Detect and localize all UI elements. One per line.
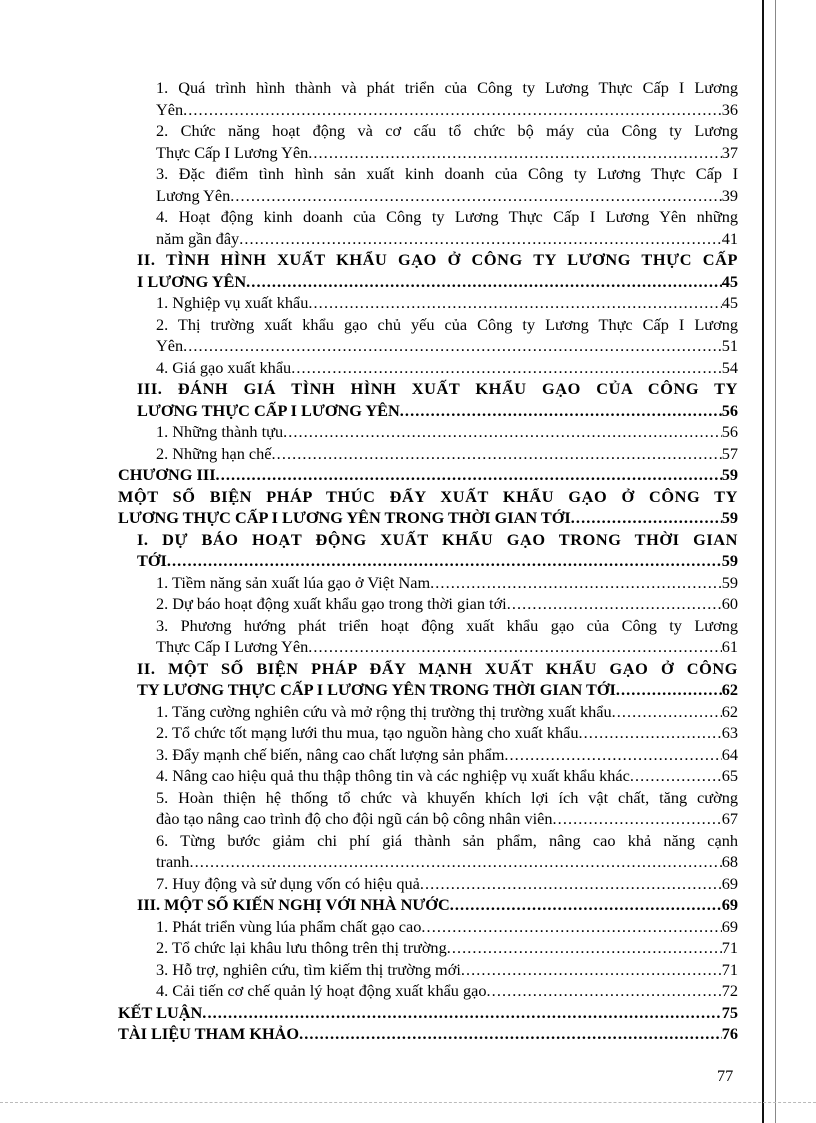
toc-entry[interactable]	[118, 959, 738, 981]
toc-entry-title: tranh	[156, 852, 190, 871]
dot-leader	[308, 142, 721, 164]
toc-page-number: 61	[721, 637, 738, 656]
toc-entry-title: LƯƠNG THỰC CẤP I LƯƠNG YÊN	[137, 400, 400, 420]
toc-entry-title: 3. Hỗ trợ, nghiên cứu, tìm kiếm thị trường mới	[156, 959, 461, 979]
toc-page-number: 76	[721, 1024, 738, 1043]
toc-entry[interactable]	[118, 572, 738, 594]
toc-entry-title: KẾT LUẬN	[118, 1002, 203, 1022]
dot-leader	[421, 916, 721, 938]
dot-leader	[308, 636, 721, 658]
toc-entry-title: LƯƠNG THỰC CẤP I LƯƠNG YÊN TRONG THỜI GIAN TỚI	[118, 508, 571, 527]
dot-leader	[420, 873, 722, 895]
toc-page-number: 60	[721, 594, 738, 613]
toc-entry-title: 3. Đẩy mạnh chế biến, nâng cao chất lượng sản phẩm	[156, 744, 505, 764]
toc-entry-title-line: 4. Hoạt động kinh doanh của Công ty Lương Thực Cấp I Lương Yên những	[156, 207, 738, 226]
toc-page-number: 59	[721, 465, 738, 484]
toc-entry-leader-row	[156, 421, 738, 443]
toc-entry[interactable]	[118, 980, 738, 1002]
toc-entry[interactable]	[118, 529, 738, 572]
dot-leader	[487, 980, 722, 1002]
toc-entry[interactable]	[118, 765, 738, 787]
toc-entry-leader-row	[156, 636, 738, 658]
toc-entry-leader-row	[156, 980, 738, 1002]
toc-entry[interactable]	[118, 658, 738, 701]
toc-page-number: 62	[721, 680, 738, 699]
toc-page-number: 39	[721, 185, 738, 205]
toc-entry-title-line: II. MỘT SỐ BIỆN PHÁP ĐẨY MẠNH XUẤT KHẨU GẠO Ở CÔNG	[137, 658, 738, 678]
dot-leader	[216, 464, 722, 486]
toc-page-number: 75	[721, 1002, 738, 1022]
dot-leader	[283, 421, 722, 443]
toc-entry-title-line: MỘT SỐ BIỆN PHÁP THÚC ĐẨY XUẤT KHẨU GẠO Ở CÔNG TY	[118, 486, 738, 506]
toc-entry-title: 2. Tổ chức tốt mạng lưới thu mua, tạo nguồn hàng cho xuất khẩu	[156, 723, 579, 742]
toc-entry-leader-row	[156, 765, 738, 787]
toc-entry[interactable]	[118, 421, 738, 443]
dot-leader	[507, 593, 722, 615]
toc-entry[interactable]	[118, 916, 738, 938]
toc-entry-title: CHƯƠNG III	[118, 465, 216, 484]
toc-entry[interactable]	[118, 1023, 738, 1045]
toc-entry-leader-row	[156, 335, 738, 357]
toc-page-number: 59	[721, 508, 738, 527]
toc-page-number: 71	[721, 959, 738, 979]
dot-leader	[291, 357, 722, 379]
toc-page-number: 36	[721, 99, 738, 119]
toc-entry-title: 2. Những hạn chế	[156, 443, 272, 463]
toc-entry-leader-row	[156, 142, 738, 164]
dot-leader	[400, 400, 722, 422]
toc-entry-title: III. MỘT SỐ KIẾN NGHỊ VỚI NHÀ NƯỚC	[137, 895, 450, 914]
toc-page-number: 37	[721, 142, 738, 162]
dot-leader	[167, 550, 722, 572]
dot-leader	[202, 1002, 721, 1024]
toc-entry-leader-row	[156, 228, 738, 250]
toc-page-number: 64	[721, 744, 738, 764]
toc-entry-title: 1. Tiềm năng sản xuất lúa gạo ở Việt Nam	[156, 572, 431, 592]
toc-entry-title: 2. Dự báo hoạt động xuất khẩu gạo trong thời gian tới	[156, 594, 507, 613]
dot-leader	[272, 443, 722, 465]
toc-entry-title-line: 6. Từng bước giảm chi phí giá thành sản phẩm, nâng cao khả năng cạnh	[156, 830, 738, 850]
toc-page-number: 71	[721, 938, 738, 957]
toc-entry-title: 1. Nghiệp vụ xuất khẩu	[156, 293, 309, 312]
toc-entry-title: Yên	[156, 99, 184, 119]
toc-entry[interactable]	[118, 120, 738, 163]
toc-entry-leader-row	[156, 959, 738, 981]
dot-leader	[630, 765, 722, 787]
table-of-contents	[118, 77, 738, 1045]
toc-entry-leader-row	[156, 808, 738, 830]
dot-leader	[447, 937, 722, 959]
dot-leader	[246, 271, 722, 293]
toc-entry[interactable]	[118, 378, 738, 421]
toc-entry-title-line: 3. Phương hướng phát triển hoạt động xuất khẩu gạo của Công ty Lương	[156, 615, 738, 635]
toc-entry-title: 1. Tăng cường nghiên cứu và mở rộng thị trường thị trường xuất khẩu	[156, 701, 612, 721]
toc-entry[interactable]	[118, 464, 738, 486]
toc-entry[interactable]	[118, 314, 738, 357]
dot-leader	[504, 744, 721, 766]
toc-entry-leader-row	[156, 572, 738, 594]
toc-page-number: 41	[721, 228, 738, 248]
dot-leader	[461, 959, 722, 981]
toc-entry-title: Thực Cấp I Lương Yên	[156, 637, 309, 656]
toc-entry-leader-row	[118, 507, 738, 529]
dot-leader	[183, 99, 722, 121]
toc-entry[interactable]	[118, 593, 738, 615]
dot-leader	[189, 851, 721, 873]
toc-entry[interactable]	[118, 615, 738, 658]
toc-entry-leader-row	[156, 744, 738, 766]
dot-leader	[183, 335, 722, 357]
toc-entry[interactable]	[118, 486, 738, 529]
dot-leader	[612, 701, 722, 723]
toc-entry-title: 4. Cải tiến cơ chế quản lý hoạt động xuất khẩu gạo	[156, 981, 487, 1000]
page-number: 77	[717, 1066, 734, 1085]
toc-entry[interactable]	[118, 249, 738, 292]
toc-page-number: 69	[721, 873, 738, 893]
toc-entry-leader-row	[137, 894, 738, 916]
dot-leader	[450, 894, 722, 916]
toc-entry-title: năm gần đây	[156, 228, 240, 248]
toc-page-number: 63	[721, 723, 738, 742]
toc-entry-title-line: 2. Chức năng hoạt động và cơ cấu tổ chức bộ máy của Công ty Lương	[156, 121, 738, 140]
dot-leader	[239, 228, 722, 250]
toc-page-number: 56	[721, 422, 738, 441]
toc-entry-title: TY LƯƠNG THỰC CẤP I LƯƠNG YÊN TRONG THỜI GIAN TỚI	[137, 680, 616, 699]
dot-leader	[299, 1023, 722, 1045]
toc-entry-leader-row	[137, 271, 738, 293]
toc-entry[interactable]	[118, 357, 738, 379]
toc-entry-leader-row	[137, 679, 738, 701]
toc-page-number: 69	[721, 916, 738, 936]
toc-page-number: 65	[721, 766, 738, 785]
toc-entry[interactable]	[118, 744, 738, 766]
toc-page-number: 72	[721, 981, 738, 1000]
toc-page-number: 59	[721, 551, 738, 570]
dot-leader	[571, 507, 722, 529]
toc-entry-leader-row	[156, 593, 738, 615]
toc-entry-leader-row	[118, 1002, 738, 1024]
toc-entry-title: 4. Giá gạo xuất khẩu	[156, 357, 292, 377]
toc-entry[interactable]	[118, 1002, 738, 1024]
toc-page-number: 67	[721, 809, 738, 828]
toc-page-number: 69	[721, 895, 738, 914]
toc-entry[interactable]	[118, 701, 738, 723]
toc-entry-title-line: III. ĐÁNH GIÁ TÌNH HÌNH XUẤT KHẨU GẠO CỦA CÔNG TY	[137, 379, 738, 398]
toc-entry-leader-row	[156, 357, 738, 379]
toc-entry-title: 4. Nâng cao hiệu quả thu thập thông tin và các nghiệp vụ xuất khẩu khác	[156, 766, 630, 785]
toc-page-number: 51	[721, 336, 738, 355]
toc-entry-title: Lương Yên	[156, 185, 231, 205]
toc-entry[interactable]	[118, 830, 738, 873]
toc-page-number: 62	[721, 701, 738, 721]
toc-page-number: 45	[721, 271, 738, 291]
toc-entry[interactable]	[118, 873, 738, 895]
toc-entry-title-line: 3. Đặc điểm tình hình sản xuất kinh doanh của Công ty Lương Thực Cấp I	[156, 164, 738, 183]
toc-entry-title: TÀI LIỆU THAM KHẢO	[118, 1024, 300, 1043]
toc-entry-title: 7. Huy động và sử dụng vốn có hiệu quả	[156, 873, 420, 893]
toc-entry[interactable]	[118, 163, 738, 206]
dot-leader	[553, 808, 722, 830]
dot-leader	[616, 679, 722, 701]
toc-page-number: 68	[721, 852, 738, 871]
toc-entry-leader-row	[156, 701, 738, 723]
toc-entry-title: Thực Cấp I Lương Yên	[156, 142, 309, 162]
toc-entry-leader-row	[156, 292, 738, 314]
toc-entry-title-line: 1. Quá trình hình thành và phát triển của Công ty Lương Thực Cấp I Lương	[156, 78, 738, 97]
toc-entry[interactable]	[118, 443, 738, 465]
toc-entry-leader-row	[156, 916, 738, 938]
dot-leader	[579, 722, 722, 744]
toc-entry-title: TỚI	[137, 551, 167, 570]
toc-entry-title: I LƯƠNG YÊN	[137, 271, 247, 291]
toc-entry-title: 1. Phát triển vùng lúa phẩm chất gạo cao	[156, 916, 422, 936]
toc-page-number: 45	[721, 293, 738, 312]
toc-entry[interactable]	[118, 77, 738, 120]
toc-entry-leader-row	[156, 443, 738, 465]
toc-entry-title-line: II. TÌNH HÌNH XUẤT KHẨU GẠO Ở CÔNG TY LƯƠNG THỰC CẤP	[137, 250, 738, 269]
toc-entry-leader-row	[156, 99, 738, 121]
toc-entry-title-line: 5. Hoàn thiện hệ thống tổ chức và khuyến khích lợi ích vật chất, tăng cường	[156, 787, 738, 807]
dot-leader	[308, 292, 721, 314]
toc-entry-leader-row	[137, 550, 738, 572]
dot-leader	[430, 572, 722, 594]
toc-entry-leader-row	[118, 1023, 738, 1045]
toc-entry[interactable]	[118, 937, 738, 959]
toc-entry-title-line: I. DỰ BÁO HOẠT ĐỘNG XUẤT KHẨU GẠO TRONG THỜI GIAN	[137, 529, 738, 549]
toc-entry[interactable]	[118, 894, 738, 916]
toc-entry-title: đào tạo nâng cao trình độ cho đội ngũ cán bộ công nhân viên	[156, 809, 553, 828]
page-edge-border	[762, 0, 776, 1123]
toc-entry-leader-row	[156, 851, 738, 873]
toc-entry[interactable]	[118, 292, 738, 314]
toc-page-number: 56	[721, 400, 738, 420]
toc-entry-title: Yên	[156, 336, 184, 355]
toc-entry-leader-row	[156, 937, 738, 959]
toc-page-number: 59	[721, 572, 738, 592]
toc-page-number: 54	[721, 357, 738, 377]
toc-entry-leader-row	[156, 185, 738, 207]
toc-entry-title-line: 2. Thị trường xuất khẩu gạo chủ yếu của Công ty Lương Thực Cấp I Lương	[156, 314, 738, 334]
toc-entry-leader-row	[156, 722, 738, 744]
toc-page-number: 57	[721, 443, 738, 463]
toc-entry-title: 1. Những thành tựu	[156, 422, 284, 441]
page-bottom-divider	[0, 1102, 816, 1103]
toc-entry-title: 2. Tổ chức lại khâu lưu thông trên thị trường	[156, 938, 447, 957]
dot-leader	[230, 185, 721, 207]
toc-entry-leader-row	[118, 464, 738, 486]
toc-entry[interactable]	[118, 787, 738, 830]
toc-entry[interactable]	[118, 206, 738, 249]
toc-entry[interactable]	[118, 722, 738, 744]
toc-entry-leader-row	[137, 400, 738, 422]
toc-entry-leader-row	[156, 873, 738, 895]
